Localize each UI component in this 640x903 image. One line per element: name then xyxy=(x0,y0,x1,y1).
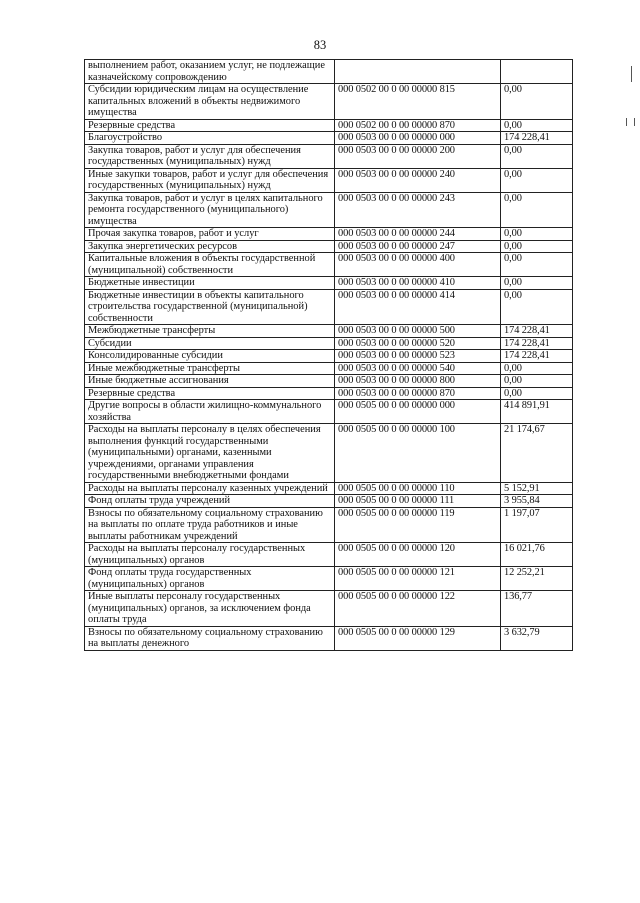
row-name-cell: Резервные средства xyxy=(85,387,335,400)
table-row xyxy=(85,387,573,400)
row-code-cell: 000 0505 00 0 00 00000 111 xyxy=(335,495,501,508)
row-value-cell: 414 891,91 xyxy=(501,400,573,424)
row-name-cell: Закупка энергетических ресурсов xyxy=(85,240,335,253)
row-name-cell: Бюджетные инвестиции в объекты капитального строительства государственной (муниципальной) собственности xyxy=(85,289,335,325)
table-row xyxy=(85,144,573,168)
row-value-cell: 16 021,76 xyxy=(501,543,573,567)
row-name-cell: Иные бюджетные ассигнования xyxy=(85,375,335,388)
row-value-cell: 3 632,79 xyxy=(501,626,573,650)
row-name-cell: Капитальные вложения в объекты государственной (муниципальной) собственности xyxy=(85,253,335,277)
row-code-cell: 000 0503 00 0 00 00000 800 xyxy=(335,375,501,388)
row-code-cell: 000 0503 00 0 00 00000 240 xyxy=(335,168,501,192)
row-value-cell: 0,00 xyxy=(501,119,573,132)
row-value-cell: 21 174,67 xyxy=(501,424,573,483)
row-name-cell: Иные выплаты персоналу государственных (муниципальных) органов, за исключением фонда оплаты труда xyxy=(85,591,335,627)
row-value-cell: 174 228,41 xyxy=(501,325,573,338)
row-value-cell: 0,00 xyxy=(501,277,573,290)
row-code-cell: 000 0505 00 0 00 00000 120 xyxy=(335,543,501,567)
row-name-cell: Закупка товаров, работ и услуг в целях капитального ремонта государственного (муниципального) имущества xyxy=(85,192,335,228)
row-code-cell: 000 0503 00 0 00 00000 247 xyxy=(335,240,501,253)
row-value-cell: 0,00 xyxy=(501,192,573,228)
row-value-cell: 5 152,91 xyxy=(501,482,573,495)
row-value-cell: 12 252,21 xyxy=(501,567,573,591)
row-code-cell: 000 0503 00 0 00 00000 400 xyxy=(335,253,501,277)
row-name-cell: Взносы по обязательному социальному страхованию на выплаты по оплате труда работников и иные выплаты работникам учреждений xyxy=(85,507,335,543)
table-row xyxy=(85,507,573,543)
row-code-cell: 000 0503 00 0 00 00000 200 xyxy=(335,144,501,168)
row-code-cell: 000 0503 00 0 00 00000 000 xyxy=(335,132,501,145)
row-name-cell: Резервные средства xyxy=(85,119,335,132)
row-code-cell: 000 0505 00 0 00 00000 129 xyxy=(335,626,501,650)
row-name-cell: Межбюджетные трансферты xyxy=(85,325,335,338)
row-name-cell: Фонд оплаты труда учреждений xyxy=(85,495,335,508)
row-name-cell: Прочая закупка товаров, работ и услуг xyxy=(85,228,335,241)
row-code-cell: 000 0503 00 0 00 00000 870 xyxy=(335,387,501,400)
row-name-cell: Расходы на выплаты персоналу в целях обеспечения выполнения функций государственными (муниципальными) органами, казенными учреждениями, органами управления государственными внебюджетными фондами xyxy=(85,424,335,483)
row-value-cell: 0,00 xyxy=(501,84,573,120)
table-row xyxy=(85,543,573,567)
row-code-cell: 000 0503 00 0 00 00000 520 xyxy=(335,337,501,350)
row-name-cell: выполнением работ, оказанием услуг, не подлежащие казначейскому сопровождению xyxy=(85,60,335,84)
row-value-cell: 1 197,07 xyxy=(501,507,573,543)
row-code-cell: 000 0503 00 0 00 00000 243 xyxy=(335,192,501,228)
row-name-cell: Субсидии юридическим лицам на осуществление капитальных вложений в объекты недвижимого имущества xyxy=(85,84,335,120)
row-code-cell: 000 0505 00 0 00 00000 119 xyxy=(335,507,501,543)
row-code-cell: 000 0503 00 0 00 00000 414 xyxy=(335,289,501,325)
row-name-cell: Другие вопросы в области жилищно-коммунального хозяйства xyxy=(85,400,335,424)
row-value-cell: 136,77 xyxy=(501,591,573,627)
row-name-cell: Иные межбюджетные трансферты xyxy=(85,362,335,375)
table-row xyxy=(85,495,573,508)
budget-table xyxy=(84,59,573,651)
row-value-cell: 0,00 xyxy=(501,144,573,168)
row-value-cell: 174 228,41 xyxy=(501,350,573,363)
table-row xyxy=(85,362,573,375)
row-name-cell: Фонд оплаты труда государственных (муниципальных) органов xyxy=(85,567,335,591)
row-value-cell: 0,00 xyxy=(501,362,573,375)
table-row xyxy=(85,400,573,424)
table-row xyxy=(85,228,573,241)
row-name-cell: Расходы на выплаты персоналу казенных учреждений xyxy=(85,482,335,495)
row-name-cell: Консолидированные субсидии xyxy=(85,350,335,363)
table-row xyxy=(85,482,573,495)
table-row xyxy=(85,626,573,650)
scan-edge-mark xyxy=(631,66,632,82)
row-name-cell: Бюджетные инвестиции xyxy=(85,277,335,290)
table-row xyxy=(85,168,573,192)
row-code-cell: 000 0503 00 0 00 00000 523 xyxy=(335,350,501,363)
row-name-cell: Расходы на выплаты персоналу государственных (муниципальных) органов xyxy=(85,543,335,567)
row-value-cell: 0,00 xyxy=(501,253,573,277)
table-row xyxy=(85,375,573,388)
table-row xyxy=(85,591,573,627)
row-code-cell: 000 0503 00 0 00 00000 410 xyxy=(335,277,501,290)
scan-edge-mark xyxy=(626,118,627,126)
table-row xyxy=(85,325,573,338)
row-code-cell: 000 0503 00 0 00 00000 540 xyxy=(335,362,501,375)
table-row xyxy=(85,289,573,325)
row-code-cell: 000 0503 00 0 00 00000 500 xyxy=(335,325,501,338)
table-row xyxy=(85,253,573,277)
table-row xyxy=(85,84,573,120)
row-value-cell: 174 228,41 xyxy=(501,337,573,350)
row-value-cell: 0,00 xyxy=(501,387,573,400)
table-row xyxy=(85,132,573,145)
row-code-cell xyxy=(335,60,501,84)
page-number: 83 xyxy=(313,38,327,52)
row-value-cell: 0,00 xyxy=(501,168,573,192)
row-code-cell: 000 0502 00 0 00 00000 870 xyxy=(335,119,501,132)
row-code-cell: 000 0505 00 0 00 00000 110 xyxy=(335,482,501,495)
row-code-cell: 000 0505 00 0 00 00000 000 xyxy=(335,400,501,424)
row-value-cell: 0,00 xyxy=(501,375,573,388)
row-name-cell: Субсидии xyxy=(85,337,335,350)
row-name-cell: Взносы по обязательному социальному страхованию на выплаты денежного xyxy=(85,626,335,650)
scan-edge-mark xyxy=(634,118,635,126)
row-code-cell: 000 0505 00 0 00 00000 122 xyxy=(335,591,501,627)
row-value-cell: 0,00 xyxy=(501,240,573,253)
table-row xyxy=(85,350,573,363)
table-row xyxy=(85,240,573,253)
table-row xyxy=(85,567,573,591)
table-row xyxy=(85,337,573,350)
row-value-cell: 174 228,41 xyxy=(501,132,573,145)
table-row xyxy=(85,424,573,483)
row-name-cell: Закупка товаров, работ и услуг для обеспечения государственных (муниципальных) нужд xyxy=(85,144,335,168)
table-row xyxy=(85,119,573,132)
row-value-cell: 0,00 xyxy=(501,289,573,325)
row-code-cell: 000 0505 00 0 00 00000 100 xyxy=(335,424,501,483)
table-row xyxy=(85,60,573,84)
row-code-cell: 000 0502 00 0 00 00000 815 xyxy=(335,84,501,120)
row-value-cell: 0,00 xyxy=(501,228,573,241)
row-value-cell: 3 955,84 xyxy=(501,495,573,508)
table-row xyxy=(85,192,573,228)
table-row xyxy=(85,277,573,290)
budget-table-body xyxy=(85,60,573,651)
row-name-cell: Иные закупки товаров, работ и услуг для обеспечения государственных (муниципальных) нужд xyxy=(85,168,335,192)
row-code-cell: 000 0503 00 0 00 00000 244 xyxy=(335,228,501,241)
row-name-cell: Благоустройство xyxy=(85,132,335,145)
row-value-cell xyxy=(501,60,573,84)
row-code-cell: 000 0505 00 0 00 00000 121 xyxy=(335,567,501,591)
